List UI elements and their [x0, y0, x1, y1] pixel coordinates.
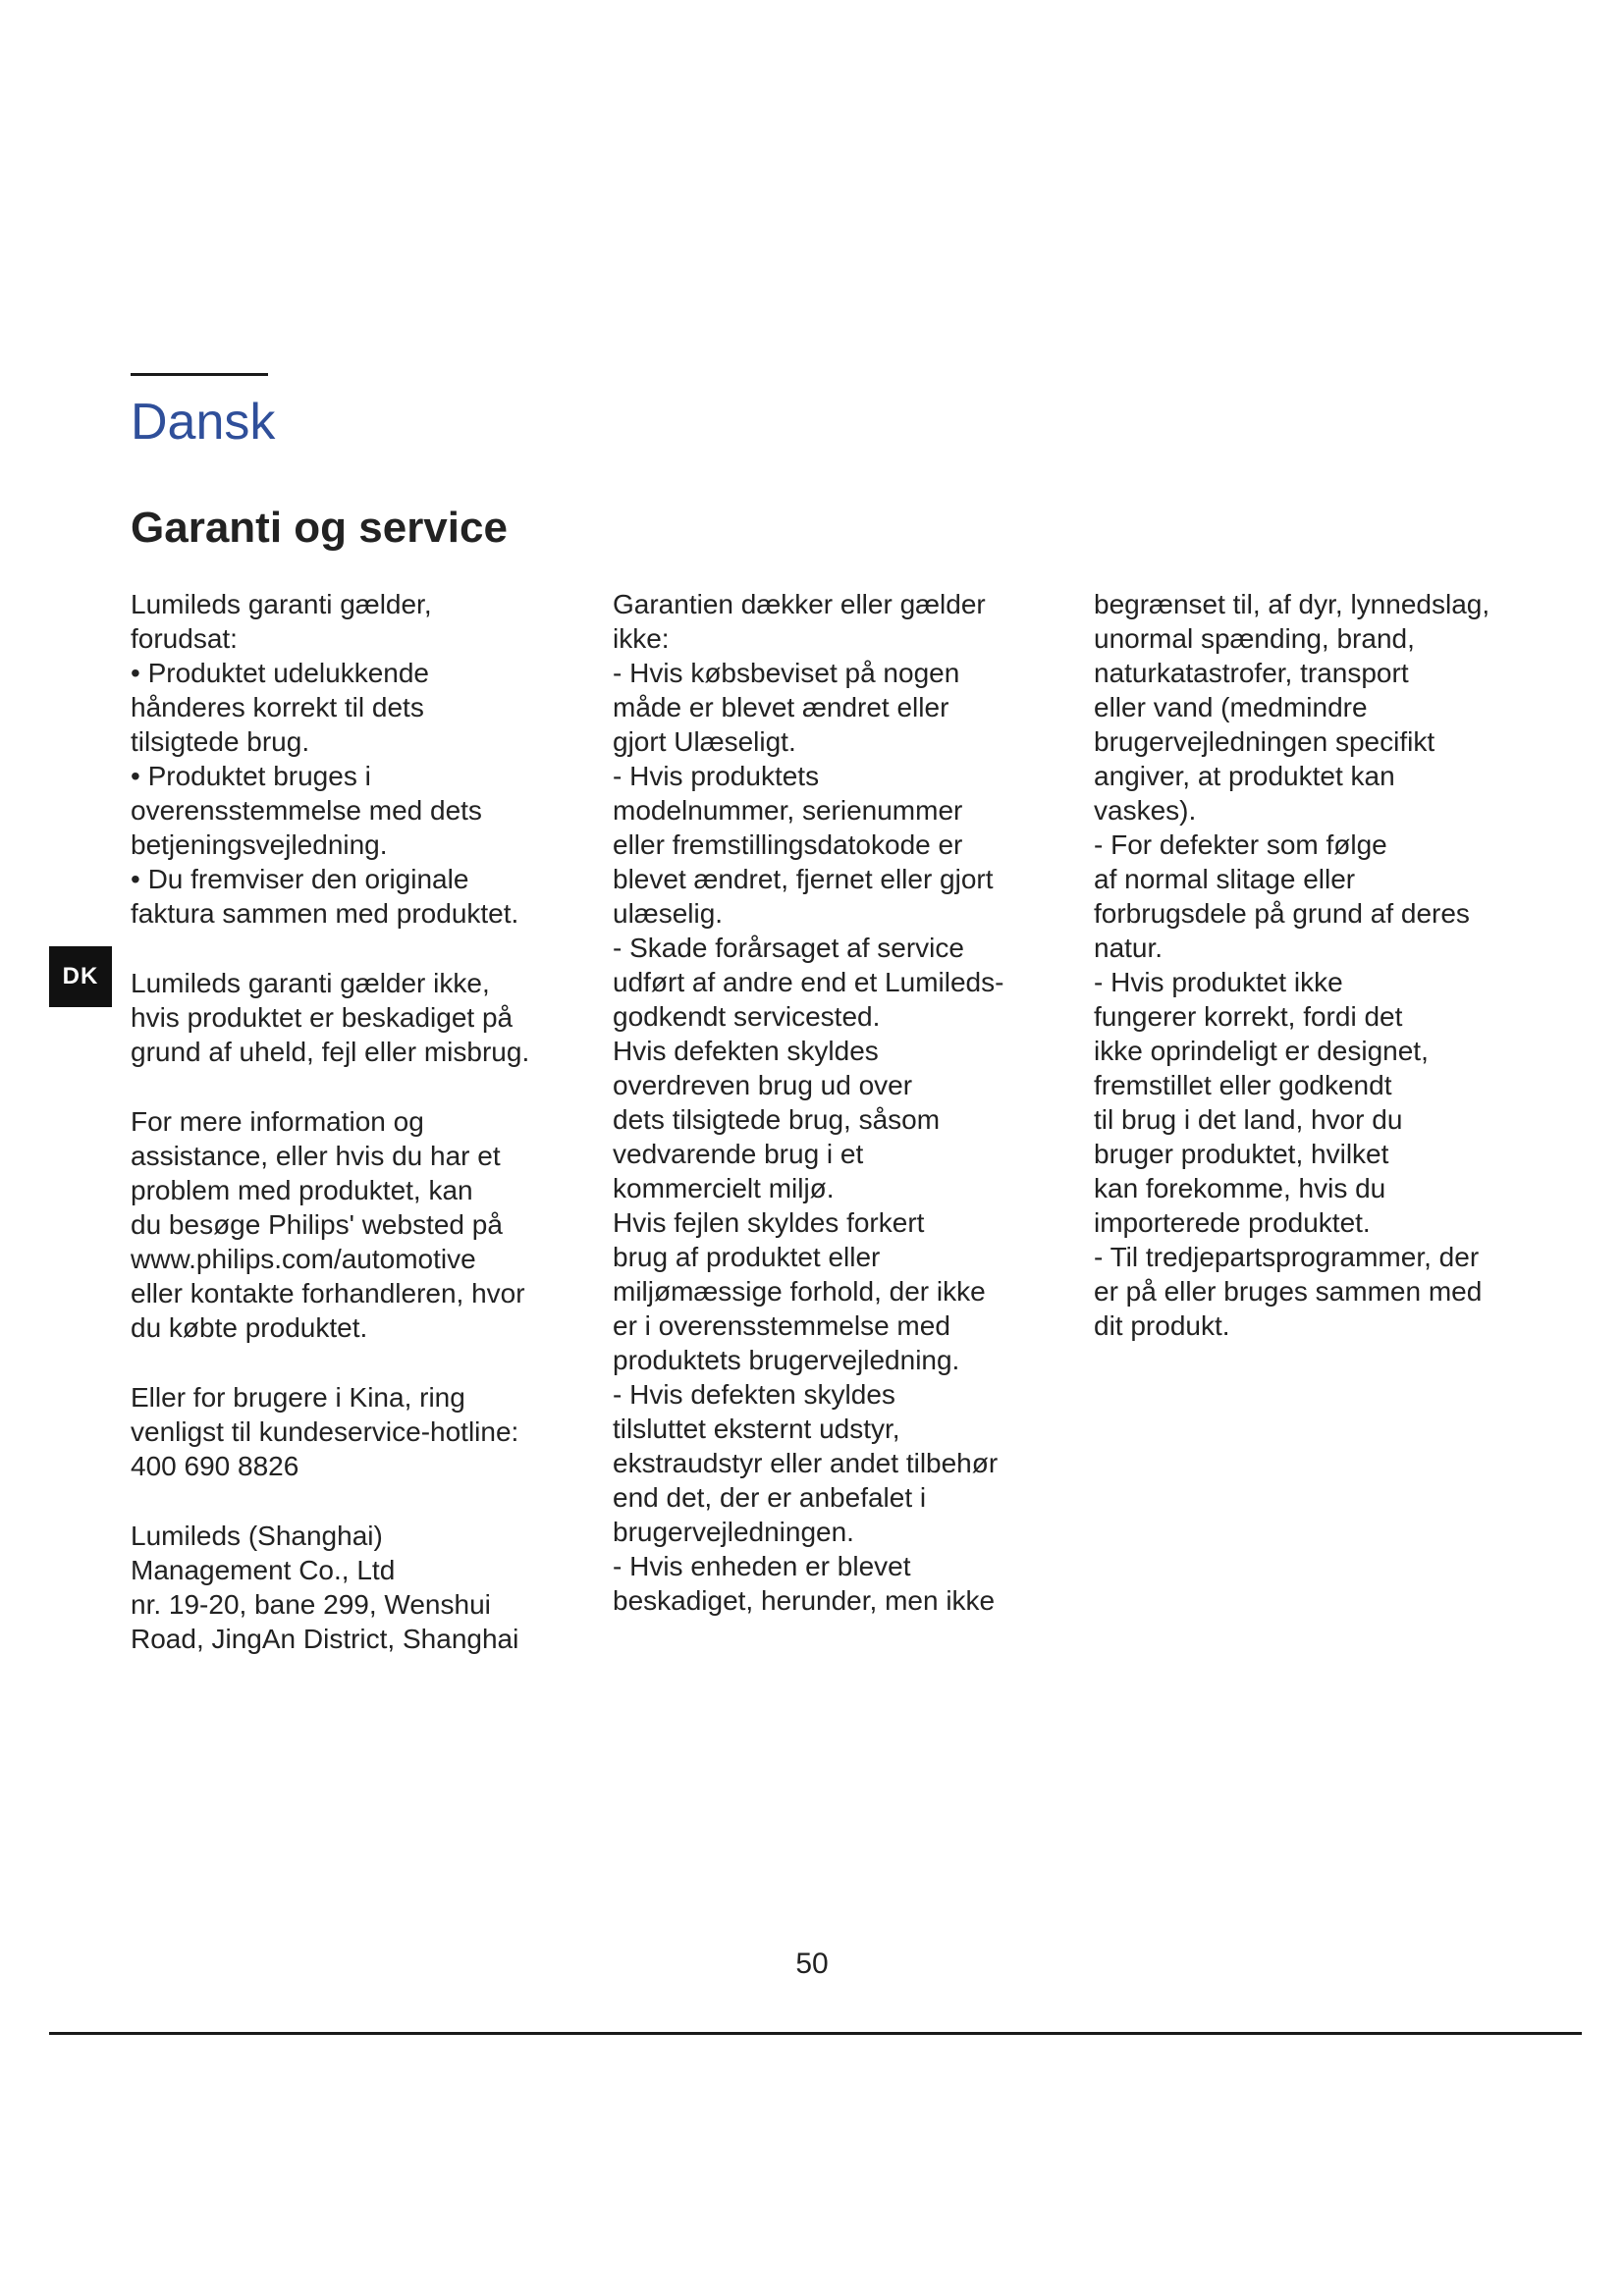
text-column-1	[131, 587, 563, 1656]
coverage-exclusions-continued-paragraph: begrænset til, af dyr, lynnedslag, unormal spænding, brand, naturkatastrofer, transport eller vand (medmindre brugervejledningen specifikt angiver, at produktet kan vaskes). - For defekter som følge af normal slitage eller forbrugsdele på grund af deres natur. - Hvis produktet ikke fungerer korrekt, fordi det ikke oprindeligt er designet, fremstillet eller godkendt til brug i det land, hvor du bruger produktet, hvilket kan forekomme, hvis du importerede produktet. - Til tredjepartsprogrammer, der er på eller bruges sammen med dit produkt.	[1094, 589, 1490, 1341]
company-address-paragraph: Lumileds (Shanghai) Management Co., Ltd nr. 19-20, bane 299, Wenshui Road, JingAn District, Shanghai	[131, 1521, 519, 1654]
top-divider	[131, 373, 268, 376]
warranty-exclusion-paragraph: Lumileds garanti gælder ikke, hvis produktet er beskadiget på grund af uheld, fejl eller misbrug.	[131, 968, 530, 1067]
text-column-3	[1094, 587, 1526, 1343]
china-hotline-paragraph: Eller for brugere i Kina, ring venligst til kundeservice-hotline: 400 690 8826	[131, 1382, 519, 1481]
more-information-paragraph: For mere information og assistance, eller hvis du har et problem med produktet, kan du besøge Philips' websted på www.philips.com/automotive eller kontakte forhandleren, hvor du købte produktet.	[131, 1106, 525, 1343]
section-title: Garanti og service	[131, 504, 508, 552]
text-column-2	[613, 587, 1045, 1618]
language-tab-label: DK	[62, 963, 99, 989]
language-tab	[49, 946, 112, 1007]
bottom-divider	[49, 2032, 1582, 2035]
coverage-exclusions-paragraph: Garantien dækker eller gælder ikke: - Hvis købsbeviset på nogen måde er blevet ændret eller gjort Ulæseligt. - Hvis produktets modelnummer, serienummer eller fremstillingsdatokode er blevet ændret, fjernet eller gjort ulæselig. - Skade forårsaget af service udført af andre end et Lumileds- godkendt servicested. Hvis defekten skyldes overdreven brug ud over dets tilsigtede brug, såsom vedvarende brug i et kommercielt miljø. Hvis fejlen skyldes forkert brug af produktet eller miljømæssige forhold, der ikke er i overensstemmelse med produktets brugervejledning. - Hvis defekten skyldes tilsluttet eksternt udstyr, ekstraudstyr eller andet tilbehør end det, der er anbefalet i brugervejledningen. - Hvis enheden er blevet beskadiget, herunder, men ikke	[613, 589, 1004, 1616]
language-title: Dansk	[131, 394, 276, 451]
warranty-conditions-paragraph: Lumileds garanti gælder, forudsat: • Produktet udelukkende hånderes korrekt til dets tilsigtede brug. • Produktet bruges i overensstemmelse med dets betjeningsvejledning. • Du fremviser den originale faktura sammen med produktet.	[131, 589, 519, 929]
page-number: 50	[795, 1948, 829, 1980]
